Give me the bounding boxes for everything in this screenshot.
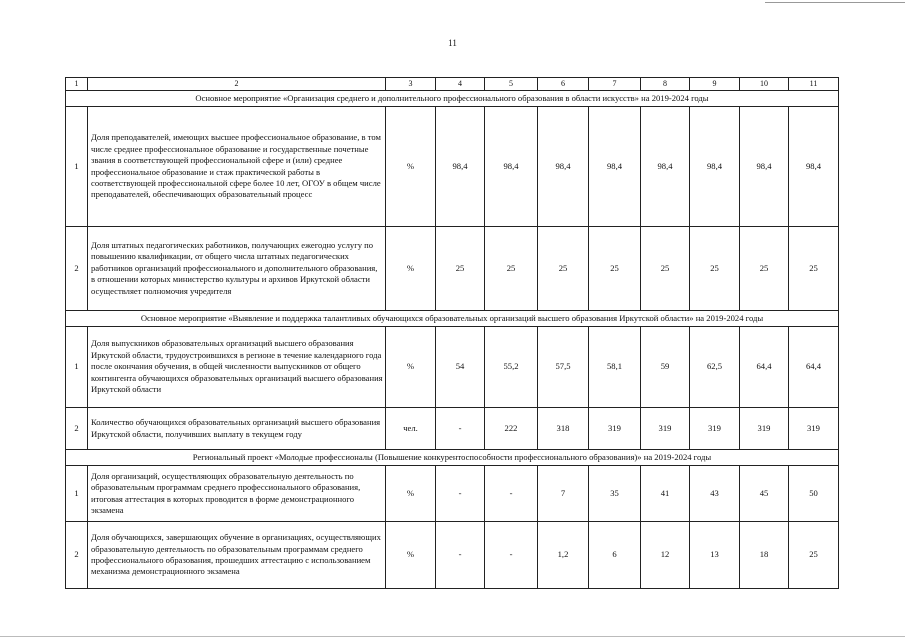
value-cell: 64,4 [740, 327, 789, 408]
section-title: Региональный проект «Молодые профессионалы (Повышение конкурентоспособности профессионального образования)» на 2019-2024 годы [66, 450, 839, 466]
section-title: Основное мероприятие «Выявление и поддержка талантливых обучающихся образовательных организаций высшего образования Иркутской области» на 2019-2024 годы [66, 311, 839, 327]
indicator-description: Доля обучающихся, завершающих обучение в организациях, осуществляющих образовательную деятельность по образовательным программам среднего профессионального образования, прошедших аттестацию с использованием механизма демонстрационного экзамена [88, 522, 386, 589]
value-cell: 98,4 [690, 107, 740, 227]
unit-cell: чел. [386, 408, 436, 450]
value-cell: 13 [690, 522, 740, 589]
value-cell: 318 [538, 408, 589, 450]
header-cell: 4 [436, 78, 485, 91]
value-cell: 98,4 [789, 107, 839, 227]
section-title-row [66, 450, 839, 466]
header-cell: 2 [88, 78, 386, 91]
table-row [66, 408, 839, 450]
value-cell: - [436, 408, 485, 450]
value-cell: - [485, 466, 538, 522]
header-cell: 10 [740, 78, 789, 91]
value-cell: 98,4 [538, 107, 589, 227]
value-cell: 54 [436, 327, 485, 408]
value-cell: - [436, 466, 485, 522]
value-cell: 25 [436, 227, 485, 311]
table-row [66, 227, 839, 311]
section-title-row [66, 311, 839, 327]
value-cell: 98,4 [485, 107, 538, 227]
indicator-description: Доля преподавателей, имеющих высшее профессиональное образование, в том числе среднее профессиональное образование и государственные почетные звания в соответствующей профессиональной сфере и (или) среднее профессиональное образование и стаж практической работы в соответствующей профессиональной сфере более 10 лет, ОГОУ в общем числе преподавателей, обеспечивающих образовательный процесс [88, 107, 386, 227]
value-cell: 319 [641, 408, 690, 450]
value-cell: 64,4 [789, 327, 839, 408]
value-cell: 319 [789, 408, 839, 450]
indicator-description: Количество обучающихся образовательных организаций высшего образования Иркутской области, получивших выплату в текущем году [88, 408, 386, 450]
value-cell: 25 [485, 227, 538, 311]
row-number: 1 [66, 327, 88, 408]
section-title: Основное мероприятие «Организация среднего и дополнительного профессионального образования в области искусств» на 2019-2024 годы [66, 91, 839, 107]
value-cell: 59 [641, 327, 690, 408]
value-cell: 25 [740, 227, 789, 311]
value-cell: 12 [641, 522, 690, 589]
row-number: 2 [66, 408, 88, 450]
value-cell: 25 [589, 227, 641, 311]
section-title-row [66, 91, 839, 107]
scan-artifact-line [765, 2, 905, 3]
value-cell: 18 [740, 522, 789, 589]
scan-artifact-line [0, 636, 905, 637]
value-cell: 98,4 [641, 107, 690, 227]
header-cell: 9 [690, 78, 740, 91]
value-cell: 25 [690, 227, 740, 311]
table-row [66, 466, 839, 522]
value-cell: 319 [690, 408, 740, 450]
header-cell: 3 [386, 78, 436, 91]
value-cell: 1,2 [538, 522, 589, 589]
value-cell: 222 [485, 408, 538, 450]
indicators-table [65, 77, 839, 589]
value-cell: 7 [538, 466, 589, 522]
row-number: 1 [66, 107, 88, 227]
value-cell: 55,2 [485, 327, 538, 408]
value-cell: 25 [641, 227, 690, 311]
value-cell: 57,5 [538, 327, 589, 408]
value-cell: 25 [789, 522, 839, 589]
indicator-description: Доля организаций, осуществляющих образовательную деятельность по образовательным программам среднего профессионального образования, итоговая аттестация в которых проводится в форме демонстрационного экзамена [88, 466, 386, 522]
header-cell: 1 [66, 78, 88, 91]
unit-cell: % [386, 107, 436, 227]
header-cell: 11 [789, 78, 839, 91]
value-cell: 6 [589, 522, 641, 589]
value-cell: 45 [740, 466, 789, 522]
row-number: 2 [66, 522, 88, 589]
indicator-description: Доля выпускников образовательных организаций высшего образования Иркутской области, трудоустроившихся в регионе в течение календарного года после окончания обучения, в общей численности выпускников от общего контингента обучающихся образовательных организаций высшего образования Иркутской области [88, 327, 386, 408]
value-cell: - [436, 522, 485, 589]
value-cell: 98,4 [436, 107, 485, 227]
value-cell: 25 [538, 227, 589, 311]
header-cell: 7 [589, 78, 641, 91]
page-number: 11 [448, 38, 457, 48]
unit-cell: % [386, 227, 436, 311]
value-cell: 25 [789, 227, 839, 311]
unit-cell: % [386, 327, 436, 408]
value-cell: 43 [690, 466, 740, 522]
value-cell: 98,4 [740, 107, 789, 227]
unit-cell: % [386, 466, 436, 522]
header-cell: 6 [538, 78, 589, 91]
value-cell: - [485, 522, 538, 589]
unit-cell: % [386, 522, 436, 589]
row-number: 2 [66, 227, 88, 311]
table-row [66, 107, 839, 227]
value-cell: 62,5 [690, 327, 740, 408]
value-cell: 58,1 [589, 327, 641, 408]
value-cell: 41 [641, 466, 690, 522]
value-cell: 50 [789, 466, 839, 522]
header-row [66, 78, 839, 91]
row-number: 1 [66, 466, 88, 522]
value-cell: 319 [740, 408, 789, 450]
table-row [66, 522, 839, 589]
header-cell: 8 [641, 78, 690, 91]
value-cell: 319 [589, 408, 641, 450]
indicator-description: Доля штатных педагогических работников, получающих ежегодно услугу по повышению квалификации, от общего числа штатных педагогических работников организаций профессионального и дополнительного образования, в отношении которых министерство культуры и архивов Иркутской области осуществляет полномочия учредителя [88, 227, 386, 311]
value-cell: 98,4 [589, 107, 641, 227]
header-cell: 5 [485, 78, 538, 91]
table-row [66, 327, 839, 408]
value-cell: 35 [589, 466, 641, 522]
